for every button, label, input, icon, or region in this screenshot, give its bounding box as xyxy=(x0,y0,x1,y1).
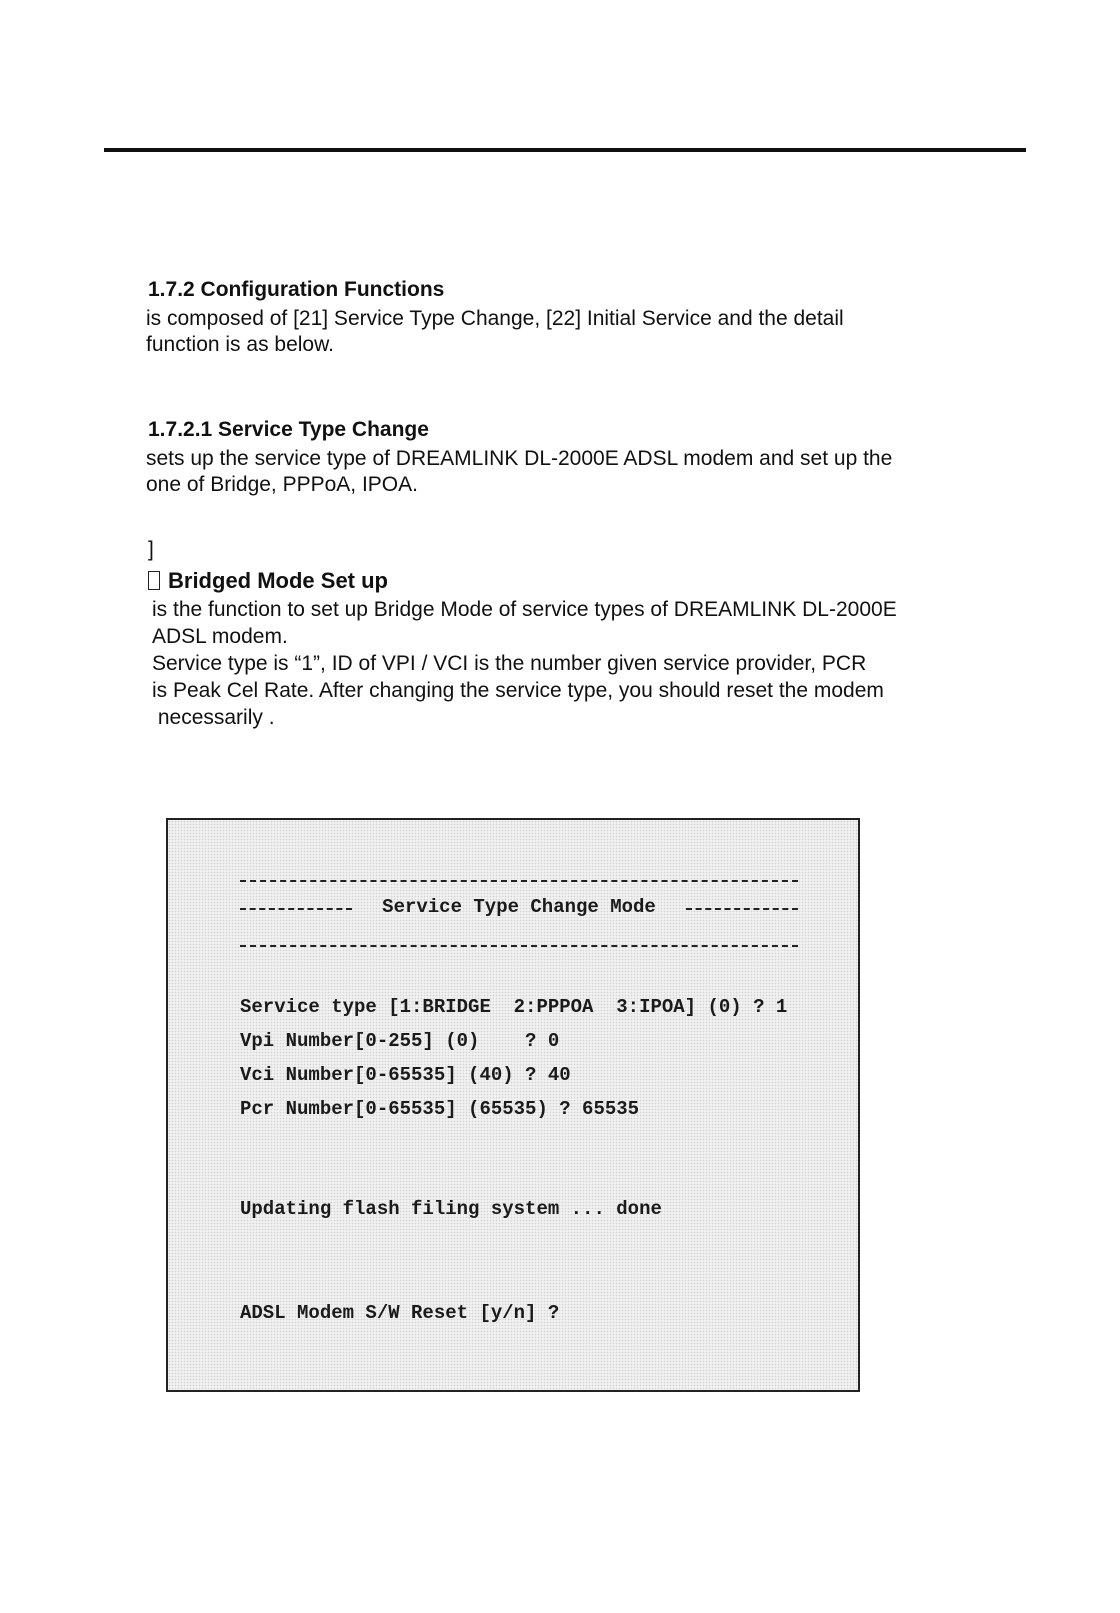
bridged-body-line: Service type is “1”, ID of VPI / VCI is the number given service provider, PCR xyxy=(152,652,867,675)
terminal-pcr-line: Pcr Number[0-65535] (65535) ? 65535 xyxy=(240,1098,640,1120)
bracket-char: ] xyxy=(148,538,154,561)
terminal-divider xyxy=(240,945,798,947)
bridged-heading-text: Bridged Mode Set up xyxy=(168,568,388,593)
checkbox-glyph-icon xyxy=(148,571,160,590)
terminal-divider xyxy=(240,880,798,882)
section-body xyxy=(146,306,844,358)
bridged-body-line: ADSL modem. xyxy=(152,625,288,648)
terminal-reset-prompt: ADSL Modem S/W Reset [y/n] ? xyxy=(240,1302,560,1324)
section-body-line: is composed of [21] Service Type Change, [22] Initial Service and the detail xyxy=(146,307,844,330)
section-body-line: function is as below. xyxy=(146,333,334,356)
bridged-body-line: necessarily . xyxy=(152,706,275,729)
terminal-title-row xyxy=(240,896,798,922)
bridged-heading xyxy=(148,568,388,594)
subsection-heading: 1.7.2.1 Service Type Change xyxy=(148,418,429,441)
subsection-body xyxy=(146,446,892,498)
section-heading: 1.7.2 Configuration Functions xyxy=(148,278,445,301)
terminal-title-dash-right xyxy=(686,908,798,910)
header-rule xyxy=(104,148,1026,152)
terminal-title: Service Type Change Mode xyxy=(382,896,656,918)
terminal-screenshot xyxy=(166,818,860,1392)
terminal-updating-line: Updating flash filing system ... done xyxy=(240,1198,662,1220)
terminal-vpi-line: Vpi Number[0-255] (0) ? 0 xyxy=(240,1030,560,1052)
subsection-body-line: sets up the service type of DREAMLINK DL-2000E ADSL modem and set up the xyxy=(146,447,893,470)
bridged-body-line: is the function to set up Bridge Mode of service types of DREAMLINK DL-2000E xyxy=(152,598,897,621)
bridged-body-line: is Peak Cel Rate. After changing the service type, you should reset the modem xyxy=(152,679,884,702)
terminal-service-type-line: Service type [1:BRIDGE 2:PPPOA 3:IPOA] (0) ? 1 xyxy=(240,996,788,1018)
terminal-vci-line: Vci Number[0-65535] (40) ? 40 xyxy=(240,1064,571,1086)
subsection-body-line: one of Bridge, PPPoA, IPOA. xyxy=(146,473,418,496)
bridged-body xyxy=(152,596,897,731)
